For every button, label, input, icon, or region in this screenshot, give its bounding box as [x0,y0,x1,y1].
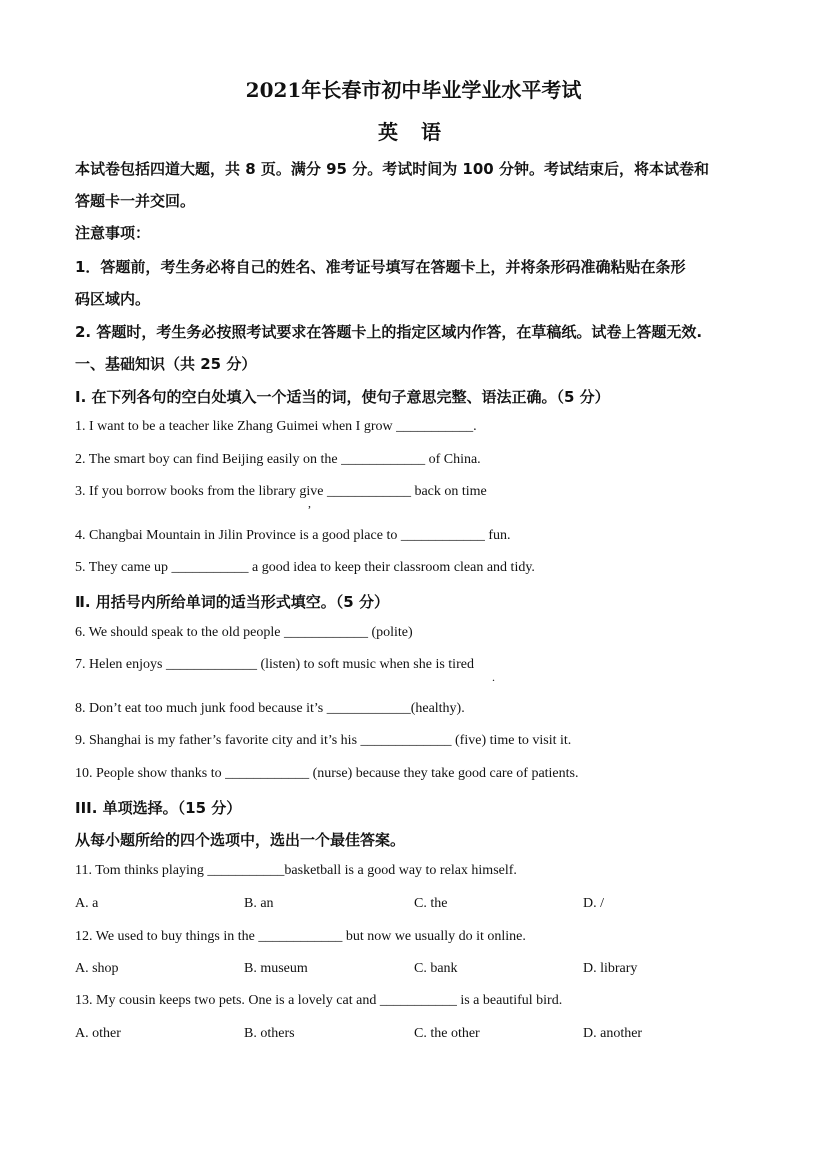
question-1: 1. I want to be a teacher like Zhang Guimei when I grow ___________. [75,419,477,434]
exam-title: 2021年长春市初中毕业学业水平考试 [245,78,582,102]
question-2: 2. The smart boy can find Beijing easily on the ____________ of China. [75,452,481,467]
question-12-option-c: C. bank [414,961,458,976]
question-11: 11. Tom thinks playing ___________basketball is a good way to relax himself. [75,863,517,878]
question-7-stray-period: . [492,670,495,684]
question-5: 5. They came up ___________ a good idea to keep their classroom clean and tidy. [75,560,535,575]
question-13-option-a: A. other [75,1026,121,1041]
question-6: 6. We should speak to the old people ____________ (polite) [75,625,413,640]
question-12-option-d: D. library [583,961,638,976]
part-1-heading: 一、基础知识（共 25 分） [75,355,257,373]
notes-heading: 注意事项： [75,224,151,242]
question-13: 13. My cousin keeps two pets. One is a lovely cat and ___________ is a beautiful bird. [75,993,563,1008]
question-4: 4. Changbai Mountain in Jilin Province is a good place to ____________ fun. [75,528,511,543]
intro-line-2: 答题卡一并交回。 [75,192,196,210]
question-13-option-b: B. others [244,1026,295,1041]
question-11-option-c: C. the [414,896,448,911]
question-11-option-b: B. an [244,896,274,911]
question-9: 9. Shanghai is my father’s favorite city and it’s his _____________ (five) time to visit it. [75,733,572,748]
section-1-heading: I. 在下列各句的空白处填入一个适当的词，使句子意思完整、语法正确。（5 分） [75,388,610,406]
notes-item-2: 2. 答题时，考生务必按照考试要求在答题卡上的指定区域内作答，在草稿纸。试卷上答题无效. [75,323,703,341]
question-11-option-d: D. / [583,896,604,911]
question-12-option-a: A. shop [75,961,119,976]
section-2-heading: Ⅱ. 用括号内所给单词的适当形式填空。（5 分） [75,593,389,611]
question-10: 10. People show thanks to ____________ (nurse) because they take good care of patients. [75,766,579,781]
question-13-option-d: D. another [583,1026,643,1041]
intro-line-1: 本试卷包括四道大题，共 8 页。满分 95 分。考试时间为 100 分钟。考试结束后，将本试卷和 [75,160,709,178]
notes-item-1-line-2: 码区域内。 [75,290,151,308]
question-11-option-a: A. a [75,896,99,911]
section-3-heading: III. 单项选择。（15 分） [75,799,242,817]
question-3: 3. If you borrow books from the library give ____________ back on time [75,484,487,499]
subject-title: 英 语 [378,120,449,144]
question-12: 12. We used to buy things in the ____________ but now we usually do it online. [75,929,526,944]
question-8: 8. Don’t eat too much junk food because it’s ____________(healthy). [75,701,465,716]
section-3-instruction: 从每小题所给的四个选项中，选出一个最佳答案。 [75,831,406,849]
question-13-option-c: C. the other [414,1026,480,1041]
question-12-option-b: B. museum [244,961,308,976]
question-3-stray-comma: , [308,496,311,510]
notes-item-1-line-1: 1．答题前，考生务必将自己的姓名、准考证号填写在答题卡上，并将条形码准确粘贴在条形 [75,258,686,276]
question-7: 7. Helen enjoys _____________ (listen) to soft music when she is tired [75,657,474,672]
